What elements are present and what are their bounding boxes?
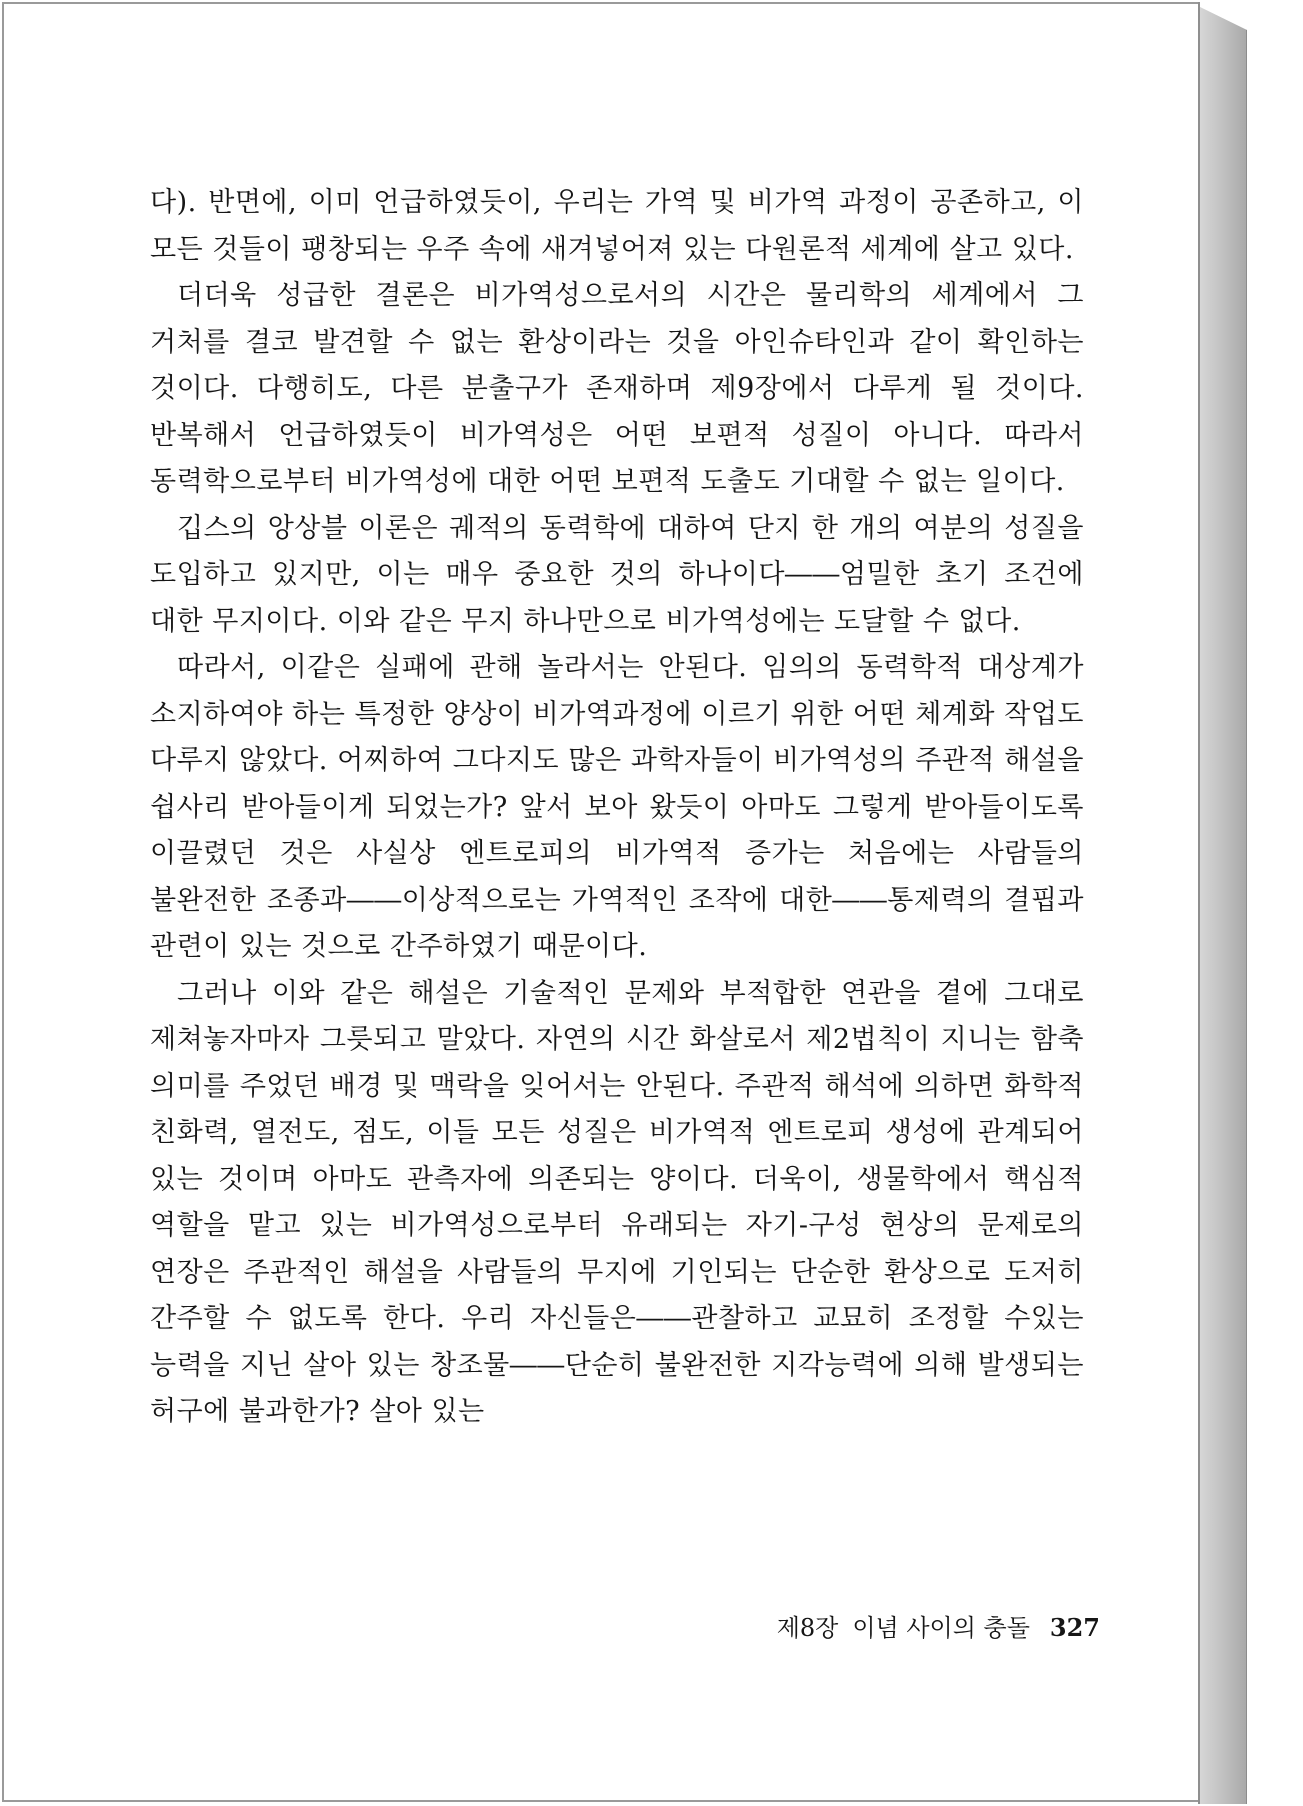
body-text bbox=[150, 180, 1084, 1436]
running-footer bbox=[740, 1608, 1100, 1643]
footer-chapter: 제8장 bbox=[776, 1614, 839, 1642]
paragraph-5: 그러나 이와 같은 해설은 기술적인 문제와 부적합한 연관을 곁에 그대로 제쳐놓자마자 그릇되고 말았다. 자연의 시간 화살로서 제2법칙이 지니는 함축 의미를 주었던 배경 및 맥락을 잊어서는 안된다. 주관적 해석에 의하면 화학적 친화력, 열전도, 점도, 이들 모든 성질은 비가역적 엔트로피 생성에 관계되어 있는 것이며 아마도 관측자에 의존되는 양이다. 더욱이, 생물학에서 핵심적 역할을 맡고 있는 비가역성으로부터 유래되는 자기-구성 현상의 문제로의 연장은 주관적인 해설을 사람들의 무지에 기인되는 단순한 환상으로 도저히 간주할 수 없도록 한다. 우리 자신들은――관찰하고 교묘히 조정할 수있는 능력을 지닌 살아 있는 창조물――단순히 불완전한 지각능력에 의해 발생되는 허구에 불과한가? 살아 있는 bbox=[150, 977, 1084, 1427]
paragraph-4: 따라서, 이같은 실패에 관해 놀라서는 안된다. 임의의 동력학적 대상계가 소지하여야 하는 특정한 양상이 비가역과정에 이르기 위한 어떤 체계화 작업도 다루지 않았다. 어찌하여 그다지도 많은 과학자들이 비가역성의 주관적 해설을 쉽사리 받아들이게 되었는가? 앞서 보아 왔듯이 아마도 그렇게 받아들이도록 이끌렸던 것은 사실상 엔트로피의 비가역적 증가는 처음에는 사람들의 불완전한 조종과――이상적으로는 가역적인 조작에 대한――통제력의 결핍과 관련이 있는 것으로 간주하였기 때문이다. bbox=[150, 652, 1084, 962]
paragraph-2: 더더욱 성급한 결론은 비가역성으로서의 시간은 물리학의 세계에서 그 거처를 결코 발견할 수 없는 환상이라는 것을 아인슈타인과 같이 확인하는 것이다. 다행히도, 다른 분출구가 존재하며 제9장에서 다루게 될 것이다. 반복해서 언급하였듯이 비가역성은 어떤 보편적 성질이 아니다. 따라서 동력학으로부터 비가역성에 대한 어떤 보편적 도출도 기대할 수 없는 일이다. bbox=[150, 280, 1084, 497]
page-edge-shadow bbox=[1198, 6, 1247, 1804]
paragraph-3: 깁스의 앙상블 이론은 궤적의 동력학에 대하여 단지 한 개의 여분의 성질을 도입하고 있지만, 이는 매우 중요한 것의 하나이다――엄밀한 초기 조건에 대한 무지이다. 이와 같은 무지 하나만으로 비가역성에는 도달할 수 없다. bbox=[150, 512, 1084, 637]
paragraph-1: 다). 반면에, 이미 언급하였듯이, 우리는 가역 및 비가역 과정이 공존하고, 이 모든 것들이 팽창되는 우주 속에 새겨넣어져 있는 다원론적 세계에 살고 있다. bbox=[150, 187, 1084, 265]
page-number: 327 bbox=[1049, 1613, 1100, 1642]
page-edge-line bbox=[1198, 2, 1200, 1804]
footer-chapter-title: 이념 사이의 충돌 bbox=[852, 1614, 1030, 1642]
